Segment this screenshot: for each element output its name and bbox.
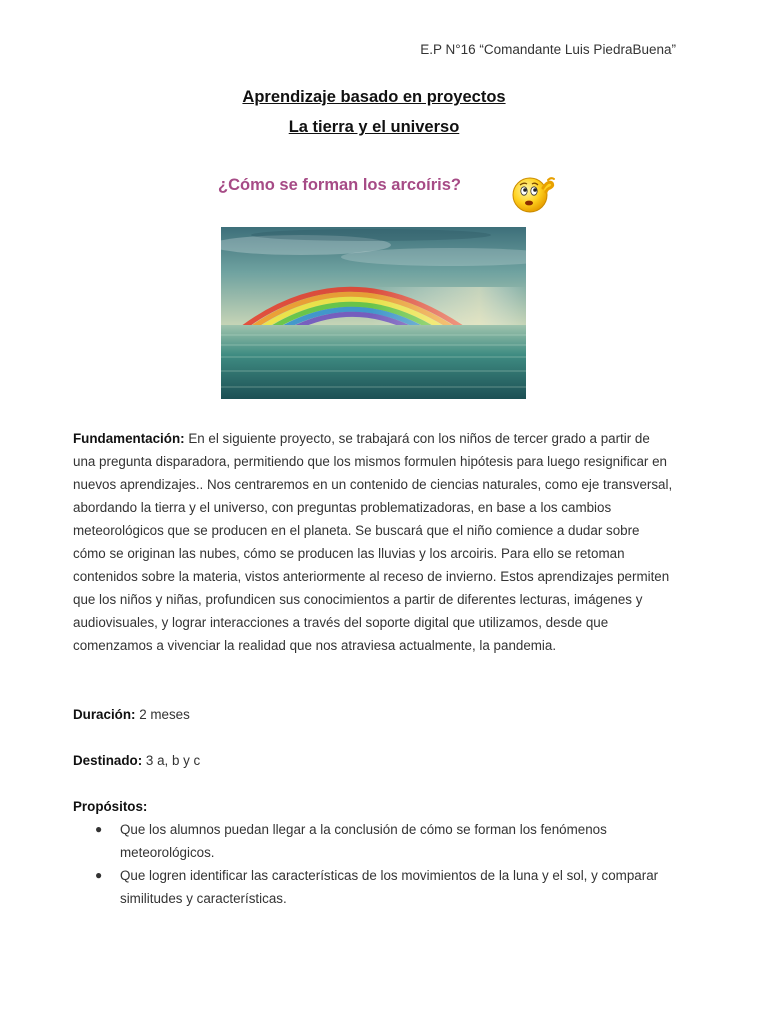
list-item-text: Que los alumnos puedan llegar a la conclusión de cómo se forman los fenómenos meteorológicos.: [120, 822, 607, 860]
fundamentacion-label: Fundamentación:: [73, 431, 185, 446]
destinado-label: Destinado:: [73, 753, 143, 768]
school-header: E.P N°16 “Comandante Luis PiedraBuena”: [420, 42, 676, 57]
bullet-icon: ●: [95, 822, 103, 836]
fundamentacion-paragraph: [73, 427, 673, 657]
propositos-heading: [73, 795, 673, 818]
list-item-text: Que logren identificar las características de los movimientos de la luna y el sol, y comparar similitudes y características.: [120, 868, 659, 906]
destinado-value: 3 a, b y c: [142, 753, 201, 768]
list-item: [73, 864, 673, 910]
destinado-line: [73, 749, 673, 772]
duracion-label: Duración:: [73, 707, 136, 722]
propositos-label: Propósitos:: [73, 799, 148, 814]
rainbow-image: [221, 227, 526, 399]
list-item: [73, 818, 673, 864]
bullet-icon: ●: [95, 868, 103, 882]
driving-question: ¿Cómo se forman los arcoíris?: [218, 176, 461, 194]
propositos-list: [73, 818, 673, 910]
fundamentacion-text: En el siguiente proyecto, se trabajará con los niños de tercer grado a partir de una pregunta disparadora, permitiendo que los mismos formulen hipótesis para luego resignificar en nuevos aprendizajes.. Nos centraremos en un contenido de ciencias naturales, como eje transversal, abordando la tierra y el universo, con preguntas problematizadoras, en base a los cambios meteorológicos que se producen en el planeta. Se buscará que el niño comience a dudar sobre cómo se originan las nubes, cómo se producen las lluvias y los arcoiris. Para ello se retoman contenidos sobre la materia, vistos anteriormente al receso de invierno. Estos aprendizajes permiten que los niños y niñas, profundicen sus conocimientos a partir de diferentes lecturas, imágenes y audiovisuales, y lograr interacciones a través del soporte digital que utilizamos, desde que comenzamos a vivenciar la realidad que nos atraviesa actualmente, la pandemia.: [73, 431, 673, 653]
project-title: Aprendizaje basado en proyectos: [242, 88, 506, 106]
duracion-value: 2 meses: [135, 707, 190, 722]
duracion-line: [73, 703, 673, 726]
thinking-face-icon: [510, 174, 556, 214]
project-subtitle: La tierra y el universo: [288, 118, 460, 136]
